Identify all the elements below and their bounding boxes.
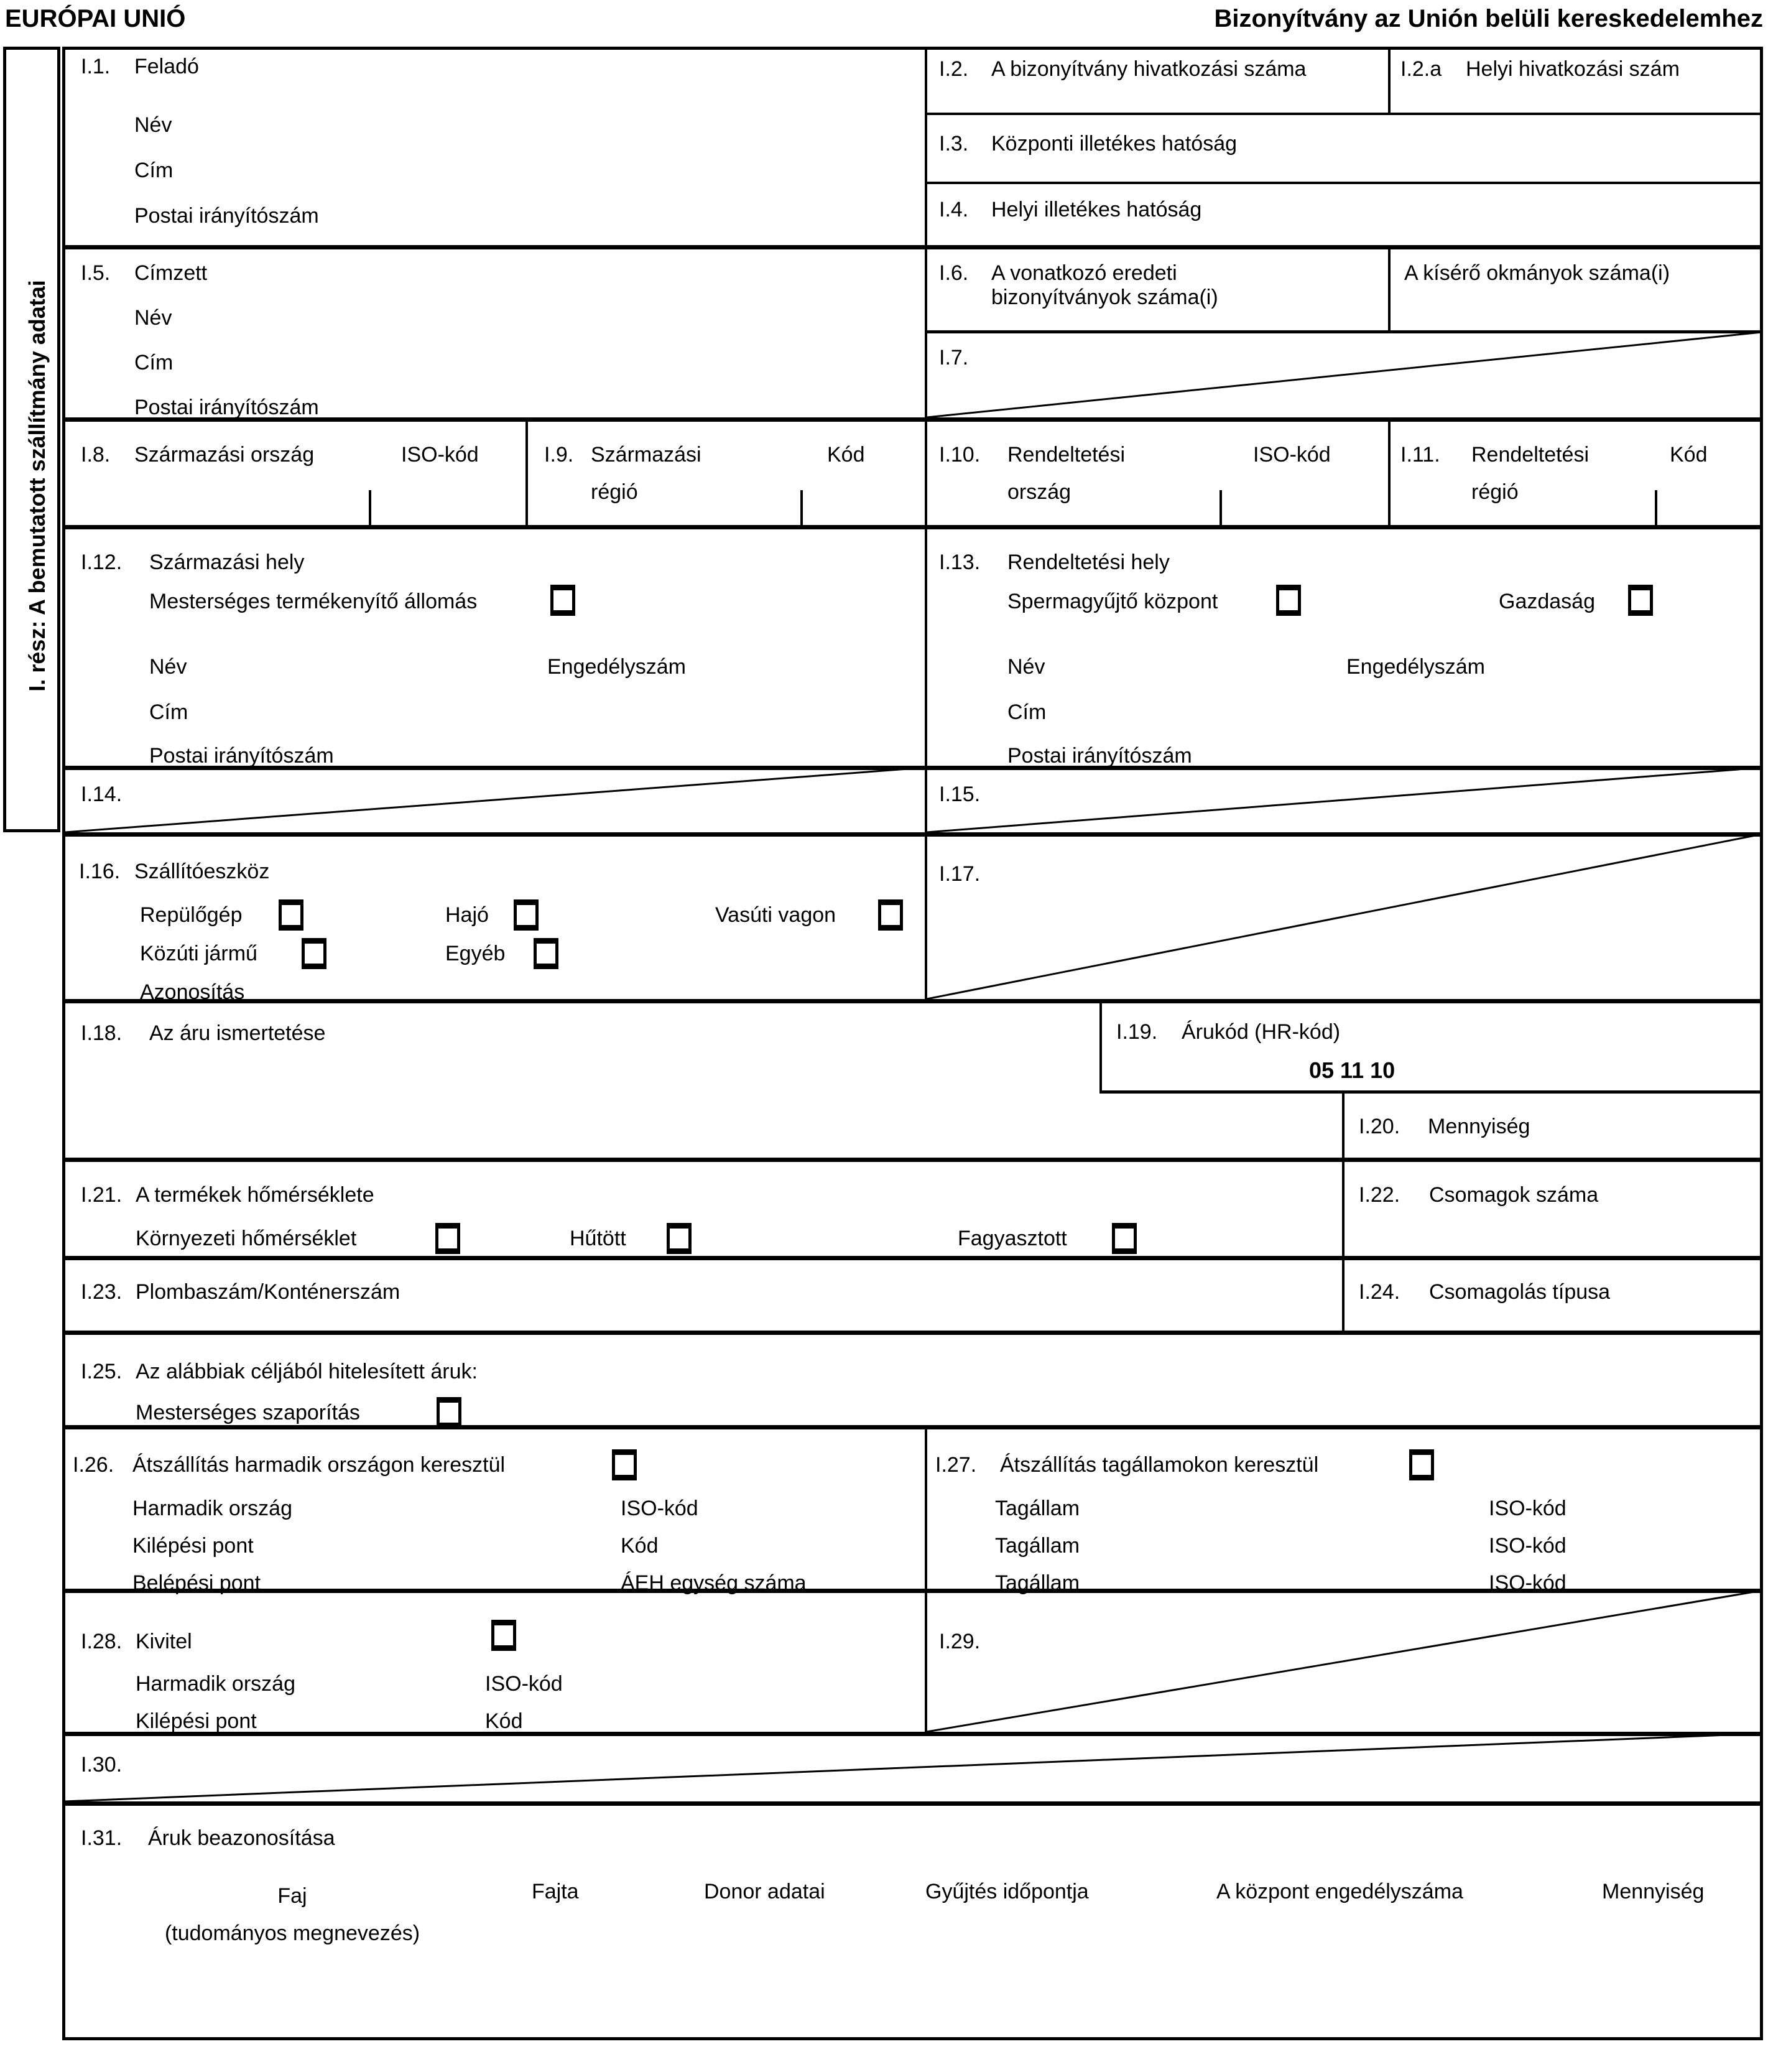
i9-code-label: Kód [827,443,865,467]
i1-address-label: Cím [134,159,174,182]
field-i10-label-line2: ország [1007,480,1071,504]
i31-col-quantity: Mennyiség [1602,1880,1705,1903]
field-i11-label-line2: régió [1471,480,1519,504]
field-i25-number: I.25. [81,1360,123,1383]
i26-iso-label: ISO-kód [621,1497,698,1520]
field-i11-number: I.11. [1400,443,1440,467]
i13-name-label: Név [1007,655,1045,679]
field-i2a-number: I.2.a [1400,57,1442,81]
field-i12-label: Származási hely [149,551,305,574]
i13-semen-centre-label: Spermagyűjtő központ [1007,590,1218,613]
divider [62,525,1760,529]
divider [1099,999,1102,1092]
field-i24-label: Csomagolás típusa [1429,1280,1611,1304]
field-i29-number: I.29. [939,1630,981,1653]
i5-name-label: Név [134,306,172,330]
field-i28-label: Kivitel [136,1630,192,1653]
divider [1388,245,1391,332]
field-i5-label: Címzett [134,261,208,285]
i31-col-species [143,1877,442,1952]
i13-holding-checkbox[interactable] [1628,585,1653,616]
field-i8-number: I.8. [81,443,111,467]
i26-third-country-label: Harmadik ország [132,1497,292,1520]
field-i13-label: Rendeltetési hely [1007,551,1170,574]
i16-airplane-label: Repülőgép [140,903,243,927]
field-i27-label: Átszállítás tagállamokon keresztül [1000,1453,1319,1477]
field-i20-number: I.20. [1359,1115,1400,1138]
field-i2-number: I.2. [939,57,969,81]
i10-iso-label: ISO-kód [1253,443,1331,467]
i21-frozen-checkbox[interactable] [1112,1223,1137,1254]
field-i11-label-line1: Rendeltetési [1471,443,1590,467]
i27-member-state-1-label: Tagállam [995,1497,1080,1520]
field-i6-accompanying-label: A kísérő okmányok száma(i) [1404,261,1670,285]
field-i28-number: I.28. [81,1630,123,1653]
i16-other-checkbox[interactable] [534,938,558,969]
i31-col-species-line2: (tudományos megnevezés) [164,1921,420,1945]
i12-address-label: Cím [149,700,188,724]
field-i27-number: I.27. [935,1453,977,1477]
i12-postcode-label: Postai irányítószám [149,744,334,768]
divider [62,1331,1760,1335]
divider [62,1801,1760,1806]
field-i13-number: I.13. [939,551,981,574]
divider [62,1256,1760,1260]
divider [925,182,1760,184]
i31-col-collection-date: Gyűjtés időpontja [925,1880,1089,1903]
divider [62,1158,1760,1162]
part1-sidebar [3,47,60,832]
field-i1-label: Feladó [134,55,199,78]
divider [1388,47,1391,113]
field-i2a-label: Helyi hivatkozási szám [1466,57,1680,81]
i13-approval-number-label: Engedélyszám [1346,655,1486,679]
i31-col-breed: Fajta [532,1880,579,1903]
field-i20-label: Mennyiség [1428,1115,1530,1138]
field-i25-label: Az alábbiak céljából hitelesített áruk: [136,1360,478,1383]
part1-sidebar-label: I. rész: A bemutatott szállítmány adatai [24,280,50,692]
i16-road-vehicle-checkbox[interactable] [302,938,326,969]
i28-exit-point-label: Kilépési pont [136,1709,257,1733]
i5-address-label: Cím [134,351,174,374]
field-i9-number: I.9. [544,443,574,467]
i21-chilled-label: Hűtött [570,1227,626,1250]
i27-member-state-2-label: Tagállam [995,1534,1080,1558]
divider [62,245,1760,249]
code-tick [800,490,803,525]
i12-ai-station-label: Mesterséges termékenyítő állomás [149,590,478,613]
i25-artificial-reproduction-label: Mesterséges szaporítás [136,1401,360,1424]
field-i8-label: Származási ország [134,443,315,467]
i28-third-country-label: Harmadik ország [136,1672,295,1696]
code-tick [369,490,371,525]
field-i16-number: I.16. [79,860,121,883]
field-i18-number: I.18. [81,1021,123,1045]
field-i21-label: A termékek hőmérséklete [136,1183,374,1207]
field-i31-number: I.31. [81,1826,123,1850]
i16-railway-label: Vasúti vagon [715,903,836,927]
i16-road-vehicle-label: Közúti jármű [140,942,257,965]
i26-entry-point-label: Belépési pont [132,1571,261,1595]
field-i17-number: I.17. [939,862,981,886]
i21-ambient-label: Környezeti hőmérséklet [136,1227,357,1250]
i27-iso-1-label: ISO-kód [1489,1497,1567,1520]
i25-artificial-reproduction-checkbox[interactable] [437,1397,461,1428]
field-i24-number: I.24. [1359,1280,1400,1304]
i28-iso-label: ISO-kód [485,1672,563,1696]
diagonal-i7 [927,332,1762,417]
field-i26-label: Átszállítás harmadik országon keresztül [132,1453,506,1477]
field-i26-number: I.26. [73,1453,114,1477]
code-tick [1655,490,1657,525]
field-i6-label: A vonatkozó eredeti bizonyítványok száma(i) [991,261,1218,310]
field-i4-label: Helyi illetékes hatóság [991,198,1202,221]
field-i22-number: I.22. [1359,1183,1400,1207]
field-i31-label: Áruk beazonosítása [148,1826,335,1850]
diagonal-i29 [927,1591,1762,1732]
i16-identification-label: Azonosítás [140,980,245,1004]
i19-hs-code-value: 05 11 10 [1309,1057,1395,1083]
divider [62,1425,1760,1429]
i13-holding-label: Gazdaság [1499,590,1595,613]
i12-approval-number-label: Engedélyszám [547,655,687,679]
i27-transit-checkbox[interactable] [1409,1449,1434,1480]
i5-postcode-label: Postai irányítószám [134,396,319,419]
divider [1388,417,1391,525]
i28-export-checkbox[interactable] [491,1620,516,1651]
i16-ship-checkbox[interactable] [514,899,539,931]
field-i9-label-line2: régió [591,480,638,504]
i1-name-label: Név [134,113,172,137]
i12-ai-station-checkbox[interactable] [550,585,575,616]
field-i2-label: A bizonyítvány hivatkozási száma [991,57,1307,81]
i16-railway-checkbox[interactable] [878,899,903,931]
i26-transit-checkbox[interactable] [612,1449,637,1480]
diagonal-i14 [65,768,925,832]
field-i15-number: I.15. [939,783,981,806]
field-i14-number: I.14. [81,783,123,806]
diagonal-i15 [927,768,1762,832]
diagonal-i17 [927,834,1762,999]
field-i19-label: Árukód (HR-kód) [1182,1020,1341,1044]
i1-postcode-label: Postai irányítószám [134,204,319,228]
field-i22-label: Csomagok száma [1429,1183,1599,1207]
i16-airplane-checkbox[interactable] [279,899,303,931]
i31-col-centre-approval: A központ engedélyszáma [1216,1880,1463,1903]
diagonal-i30 [65,1734,1760,1801]
i16-other-label: Egyéb [445,942,506,965]
i26-exit-code-label: Kód [621,1534,659,1558]
field-i3-number: I.3. [939,132,969,156]
field-i30-number: I.30. [81,1753,123,1777]
field-i12-number: I.12. [81,551,123,574]
divider [925,113,1760,115]
i13-semen-centre-checkbox[interactable] [1276,585,1301,616]
i21-chilled-checkbox[interactable] [667,1223,692,1254]
field-i9-label-line1: Származási [591,443,701,467]
divider [1099,1090,1760,1094]
divider [525,417,528,525]
field-i5-number: I.5. [81,261,111,285]
field-i16-label: Szállítóeszköz [134,860,270,883]
field-i23-number: I.23. [81,1280,123,1304]
i26-bip-number-label: ÁEH egység száma [621,1571,807,1595]
field-i6-number: I.6. [939,261,969,285]
i26-exit-point-label: Kilépési pont [132,1534,254,1558]
i12-name-label: Név [149,655,187,679]
document-title: Bizonyítvány az Unión belüli kereskedelemhez [1214,5,1763,32]
i27-iso-3-label: ISO-kód [1489,1571,1567,1595]
field-i21-number: I.21. [81,1183,123,1207]
field-i7-number: I.7. [939,346,969,369]
i27-iso-2-label: ISO-kód [1489,1534,1567,1558]
i31-col-species-line1: Faj [277,1884,307,1908]
field-i1-number: I.1. [81,55,111,78]
divider [62,999,1760,1003]
i13-postcode-label: Postai irányítószám [1007,744,1192,768]
eu-title: EURÓPAI UNIÓ [5,5,186,32]
field-i10-number: I.10. [939,443,981,467]
i13-address-label: Cím [1007,700,1047,724]
divider [1342,1090,1345,1331]
i8-iso-label: ISO-kód [401,443,479,467]
field-i23-label: Plombaszám/Konténerszám [136,1280,400,1304]
code-tick [1220,490,1222,525]
i16-ship-label: Hajó [445,903,489,927]
field-i3-label: Központi illetékes hatóság [991,132,1238,156]
i31-col-donor: Donor adatai [704,1880,825,1903]
i27-member-state-3-label: Tagállam [995,1571,1080,1595]
i11-code-label: Kód [1670,443,1708,467]
field-i19-number: I.19. [1116,1020,1158,1044]
i21-frozen-label: Fagyasztott [958,1227,1067,1250]
field-i10-label-line1: Rendeltetési [1007,443,1126,467]
i21-ambient-checkbox[interactable] [435,1223,460,1254]
i28-exit-code-label: Kód [485,1709,523,1733]
field-i4-number: I.4. [939,198,969,221]
field-i18-label: Az áru ismertetése [149,1021,326,1045]
